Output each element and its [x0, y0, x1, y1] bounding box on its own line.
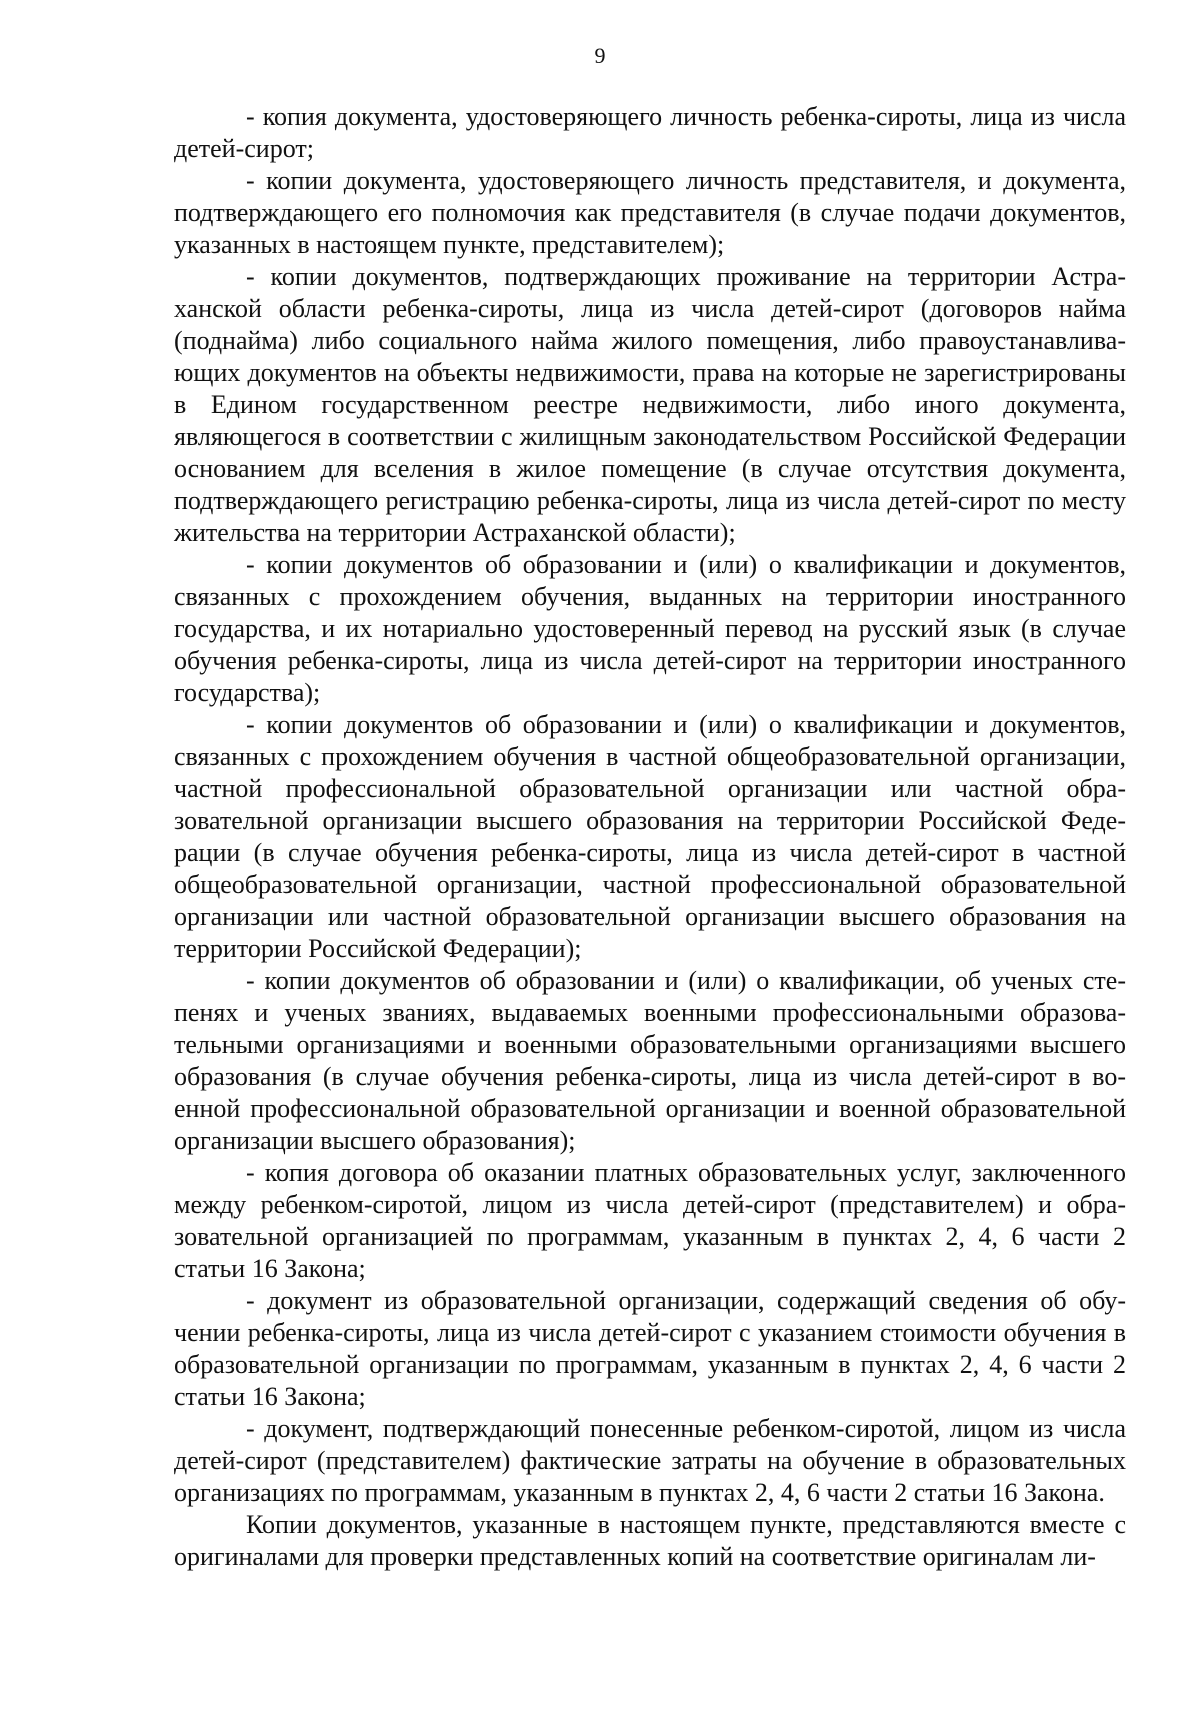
paragraph-originals-verification: Копии документов, указанные в настоящем пункте, представляются вместе с оригиналами для проверки представленных копий на соответствие оригиналам ли-: [174, 1510, 1126, 1571]
page-number: 9: [594, 43, 606, 68]
paragraph-residence-documents: - копии документов, подтверждающих проживание на территории Астраханской области ребенка-сироты, лица из числа детей-сирот (договоров найма (поднайма) либо социального найма жилого помещения, либо правоустанавливающих документов на объекты недвижимости, права на которые не зарегистрированы в Едином государственном реестре недвижимости, либо иного документа, являющегося в соответствии с жилищным законодательством Российской Федерации основанием для вселения в жилое помещение (в случае отсутствия документа, подтверждающего регистрацию ребенка-сироты, лица из числа детей-сирот по месту жительства на территории Астраханской области);: [174, 262, 1126, 547]
paragraph-representative-id-copy: - копии документа, удостоверяющего личность представителя, и документа, подтверждающего его полномочия как представителя (в случае подачи документов, указанных в настоящем пункте, представителем);: [174, 166, 1126, 259]
document-body: [174, 101, 1126, 1573]
paragraph-actual-costs-document: - документ, подтверждающий понесенные ребенком-сиротой, лицом из числа детей-сирот (представителем) фактические затраты на обучение в образовательных организациях по программам, указанным в пунктах 2, 4, 6 части 2 статьи 16 Закона.: [174, 1414, 1126, 1507]
paragraph-military-education-documents: - копии документов об образовании и (или) о квалификации, об ученых степенях и ученых званиях, выдаваемых военными профессиональными образовательными организациями и военными образовательными организациями высшего образования (в случае обучения ребенка-сироты, лица из числа детей-сирот в военной профессиональной образовательной организации и военной образовательной организации высшего образования);: [174, 966, 1126, 1155]
paragraph-private-education-documents: - копии документов об образовании и (или) о квалификации и документов, связанных с прохождением обучения в частной общеобразовательной организации, частной профессиональной образовательной организации или частной образовательной организации высшего образования на территории Российской Федерации (в случае обучения ребенка-сироты, лица из числа детей-сирот в частной общеобразовательной организации, частной профессиональной образовательной организации или частной образовательной организации высшего образования на территории Российской Федерации);: [174, 710, 1126, 963]
paragraph-paid-services-contract: - копия договора об оказании платных образовательных услуг, заключенного между ребенком-сиротой, лицом из числа детей-сирот (представителем) и образовательной организацией по программам, указанным в пунктах 2, 4, 6 части 2 статьи 16 Закона;: [174, 1158, 1126, 1283]
paragraph-child-id-copy: - копия документа, удостоверяющего личность ребенка-сироты, лица из числа детей-сирот;: [174, 102, 1126, 163]
paragraph-foreign-education-documents: - копии документов об образовании и (или) о квалификации и документов, связанных с прохождением обучения, выданных на территории иностранного государства, и их нотариально удостоверенный перевод на русский язык (в случае обучения ребенка-сироты, лица из числа детей-сирот на территории иностранного государства);: [174, 550, 1126, 707]
paragraph-education-cost-document: - документ из образовательной организации, содержащий сведения об обучении ребенка-сироты, лица из числа детей-сирот с указанием стоимости обучения в образовательной организации по программам, указанным в пунктах 2, 4, 6 части 2 статьи 16 Закона;: [174, 1286, 1126, 1411]
